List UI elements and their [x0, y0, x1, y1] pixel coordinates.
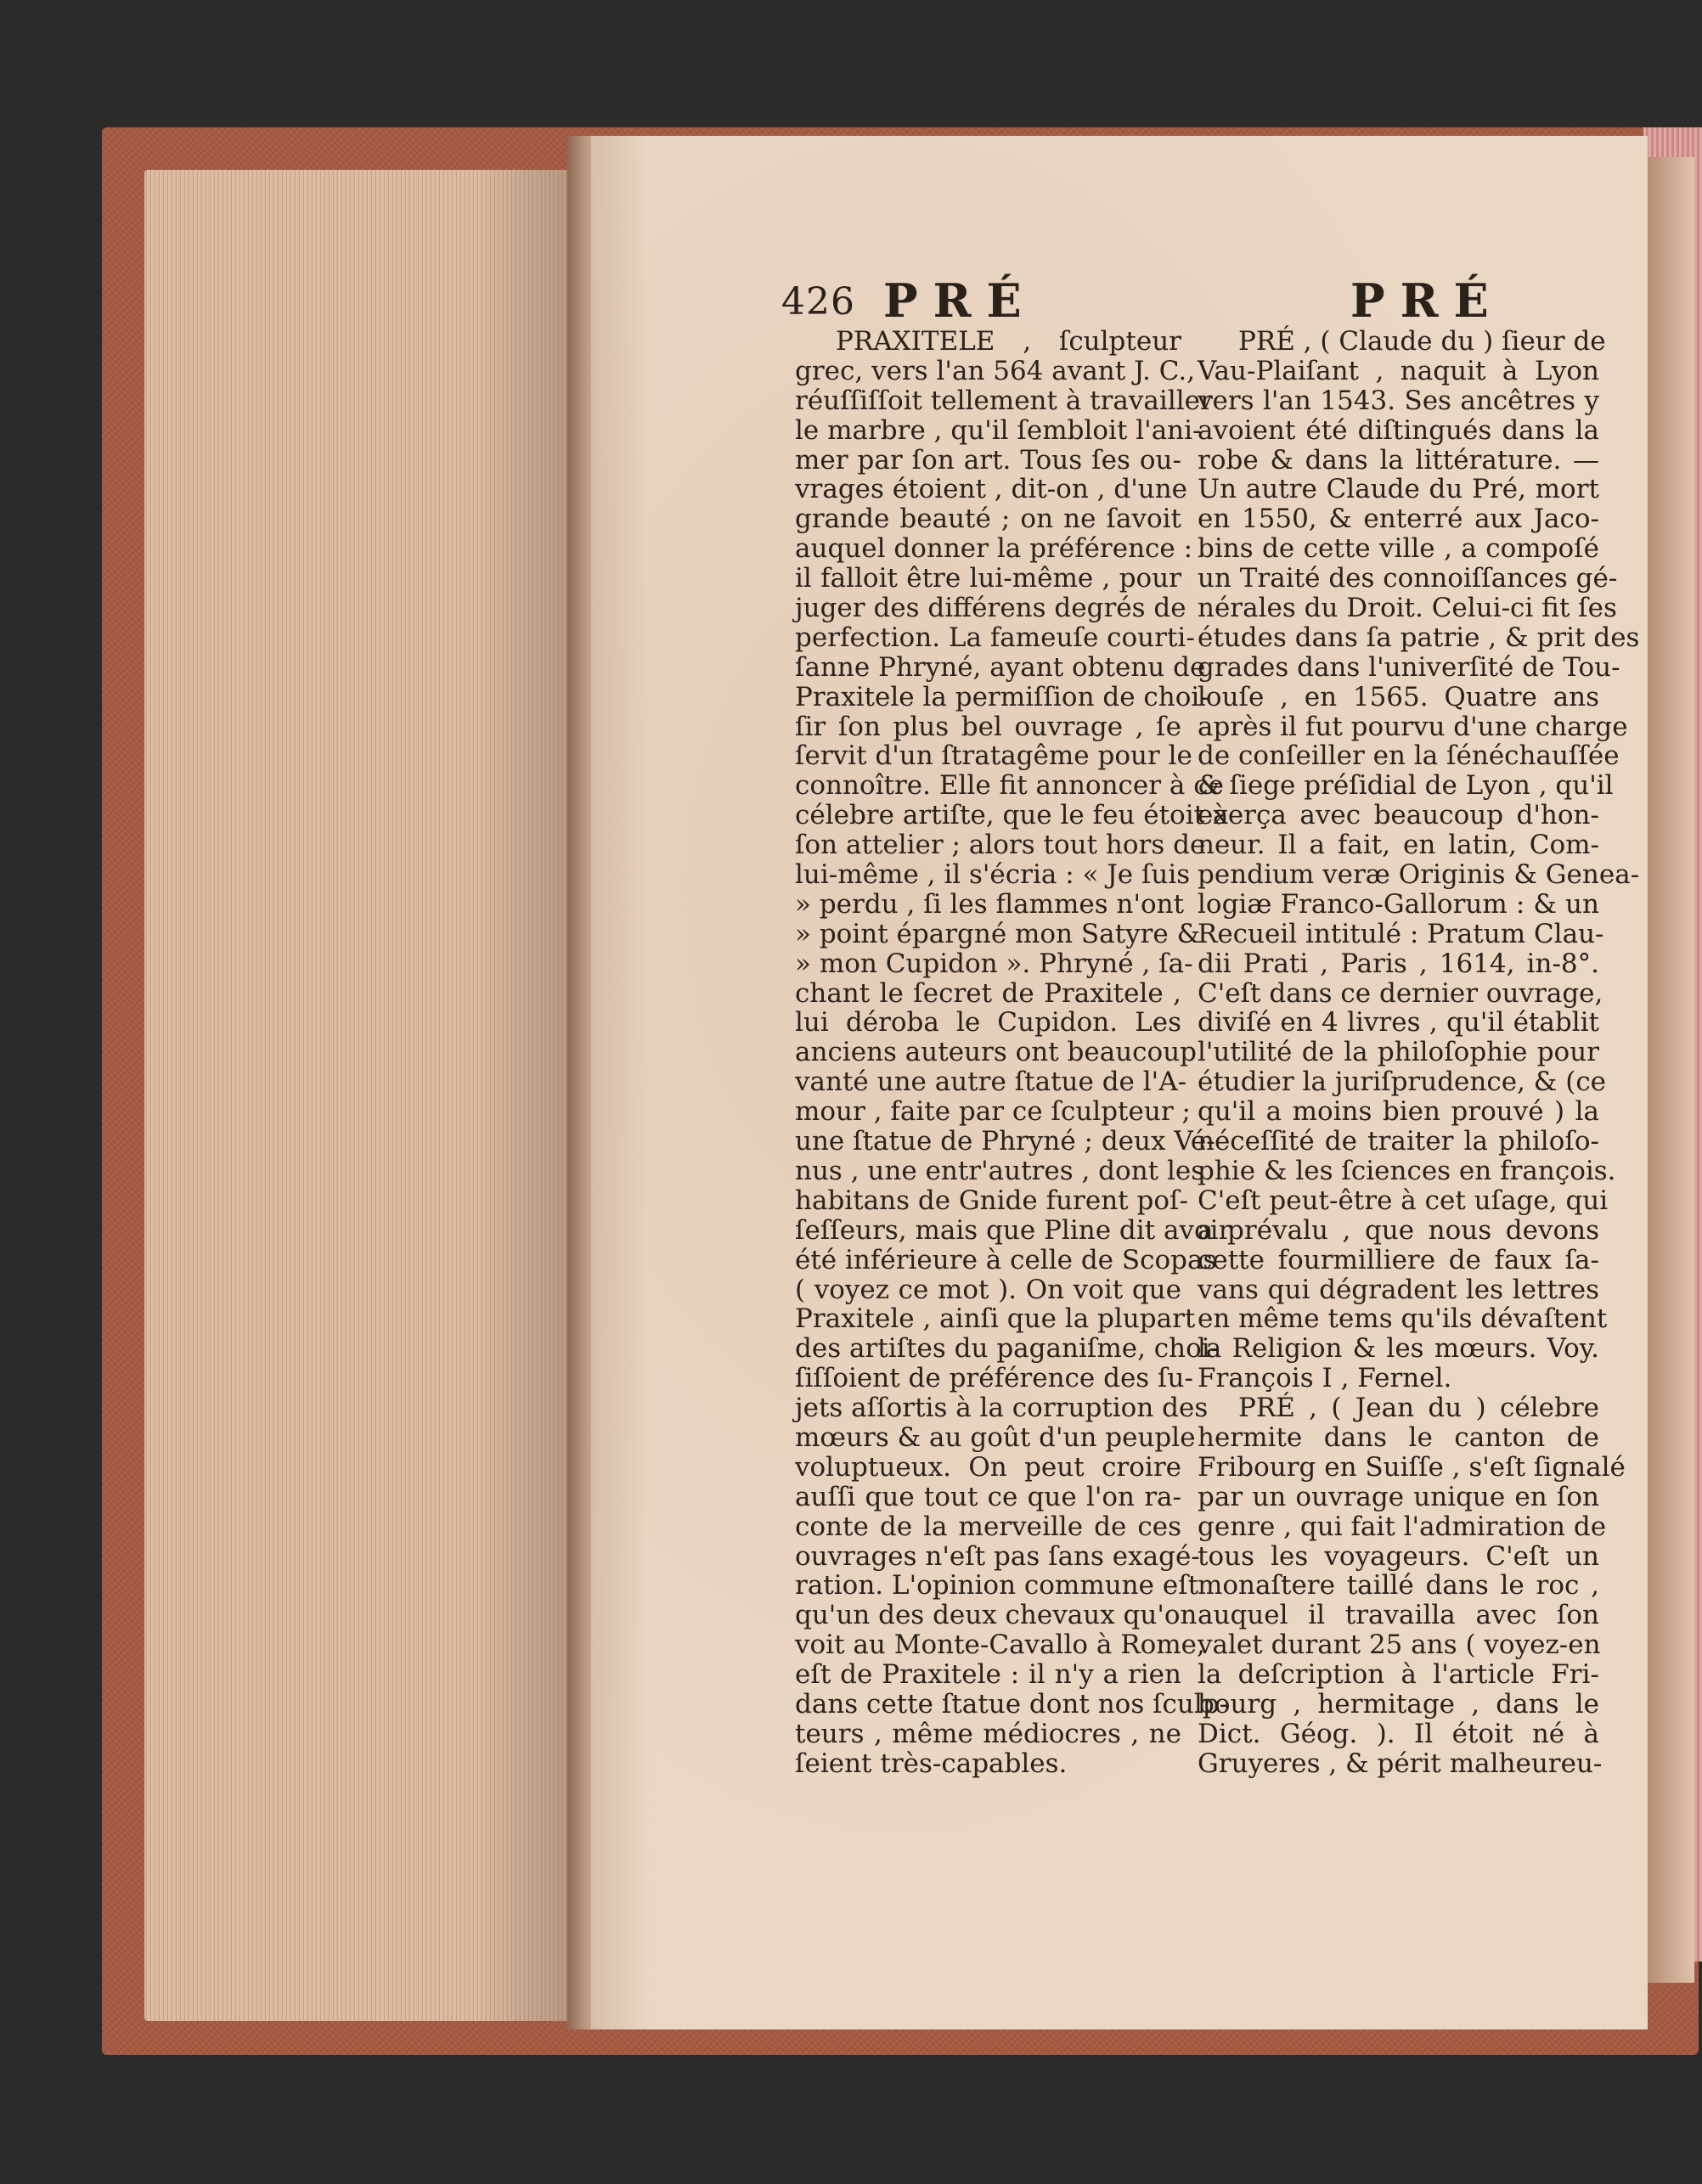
text-line: qu'un des deux chevaux qu'on: [795, 1600, 1198, 1631]
text-line: C'eſt dans ce dernier ouvrage,: [1198, 977, 1603, 1009]
text-line: vers l'an 1543. Ses ancêtres y: [1198, 385, 1599, 416]
running-head-left: PRÉ: [883, 273, 1037, 328]
text-line: voluptueux. On peut croire: [795, 1451, 1181, 1483]
text-line: ſeient très-capables.: [795, 1748, 1068, 1779]
text-line: robe & dans la littérature. —: [1198, 444, 1599, 476]
text-line: avoient été diſtingués dans la: [1198, 414, 1599, 446]
text-line: la deſcription à l'article Fri-: [1198, 1659, 1599, 1691]
text-line: ſervit d'un ſtratagême pour le: [795, 740, 1192, 772]
facing-page-edge: [1648, 157, 1694, 1983]
text-line: des artiſtes du paganiſme, choi-: [795, 1333, 1220, 1365]
text-line: grades dans l'univerſité de Tou-: [1198, 651, 1620, 683]
text-line: tous les voyageurs. C'eſt un: [1198, 1540, 1599, 1572]
text-line: ſiſſoient de préférence des ſu-: [795, 1363, 1193, 1394]
text-line: ſir ſon plus bel ouvrage , ſe: [795, 711, 1181, 742]
text-line: chant le ſecret de Praxitele ,: [795, 977, 1181, 1009]
text-line: ſon attelier ; alors tout hors de: [795, 830, 1206, 861]
text-line: voit au Monte-Cavallo à Rome,: [795, 1630, 1205, 1661]
text-line: mer par ſon art. Tous ſes ou-: [795, 444, 1181, 476]
text-line: perfection. La fameuſe courti-: [795, 622, 1195, 653]
text-line: dii Prati , Paris , 1614, in-8°.: [1198, 948, 1599, 979]
text-line: eſt de Praxitele : il n'y a rien: [795, 1659, 1181, 1691]
text-line: neur. Il a fait, en latin, Com-: [1198, 830, 1599, 861]
page-number: 426: [781, 280, 855, 324]
text-line: auſſi que tout ce que l'on ra-: [795, 1481, 1181, 1512]
text-line: jets aſſortis à la corruption des: [795, 1393, 1209, 1424]
text-line: en même tems qu'ils dévaſtent: [1198, 1303, 1608, 1335]
text-line: Recueil intitulé : Pratum Clau-: [1198, 918, 1604, 949]
text-line: en 1550, & enterré aux Jaco-: [1198, 504, 1599, 535]
text-line: habitans de Gnide furent poſ-: [795, 1185, 1188, 1216]
text-line: le marbre , qu'il ſembloit l'ani-: [795, 414, 1202, 446]
text-line: vrages étoient , dit-on , d'une: [795, 474, 1188, 505]
text-line: ( voyez ce mot ). On voit que: [795, 1274, 1181, 1305]
text-line: hermite dans le canton de: [1198, 1421, 1599, 1453]
text-line: il falloit être lui-même , pour: [795, 563, 1181, 594]
text-line: l'utilité de la philoſophie pour: [1198, 1037, 1599, 1068]
text-line: » mon Cupidon ». Phryné , ſa-: [795, 948, 1193, 979]
text-line: été inférieure à celle de Scopas: [795, 1244, 1217, 1275]
text-line: ration. L'opinion commune eſt: [795, 1570, 1199, 1601]
text-line: diviſé en 4 livres , qu'il établit: [1198, 1007, 1599, 1039]
text-line: a prévalu , que nous devons: [1198, 1214, 1599, 1246]
text-line: auquel donner la préférence :: [795, 533, 1193, 565]
text-line: qu'il a moins bien prouvé ) la: [1198, 1096, 1599, 1128]
text-line: » point épargné mon Satyre &: [795, 918, 1201, 949]
text-line: Praxitele la permiſſion de choi-: [795, 681, 1209, 712]
text-line: dans cette ſtatue dont nos ſculp-: [795, 1688, 1229, 1720]
text-line: ouvrages n'eſt pas ſans exagé-: [795, 1540, 1200, 1572]
text-line: François I , Fernel.: [1198, 1363, 1452, 1394]
text-line: mœurs & au goût d'un peuple: [795, 1421, 1196, 1453]
text-line: grande beauté ; on ne ſavoit: [795, 504, 1181, 535]
text-line: Vau-Plaiſant , naquit à Lyon: [1198, 355, 1599, 386]
text-line: un Traité des connoiſſances gé-: [1198, 563, 1618, 594]
text-line: la Religion & les mœurs. Voy.: [1198, 1333, 1599, 1365]
text-line: Un autre Claude du Pré, mort: [1198, 474, 1599, 505]
text-line: monaſtere taillé dans le roc ,: [1198, 1570, 1599, 1601]
right-column: [1198, 326, 1640, 1779]
text-line: célebre artiſte, que le feu étoit à: [795, 800, 1229, 831]
text-line: Gruyeres , & périt malheureu-: [1198, 1748, 1603, 1779]
text-line: Fribourg en Suiſſe , s'eſt ſignalé: [1198, 1451, 1626, 1483]
text-line: de conſeiller en la ſénéchauſſée: [1198, 740, 1620, 772]
text-line: lui déroba le Cupidon. Les: [795, 1007, 1181, 1039]
text-line: nus , une entr'autres , dont les: [795, 1155, 1205, 1186]
text-line: nérales du Droit. Celui-ci fit ſes: [1198, 593, 1617, 624]
text-line: connoître. Elle fit annoncer à ce: [795, 770, 1224, 802]
text-line: bourg , hermitage , dans le: [1198, 1688, 1599, 1720]
text-line: ſanne Phryné, ayant obtenu de: [795, 651, 1206, 683]
text-line: Praxitele , ainſi que la plupart: [795, 1303, 1196, 1335]
text-line: anciens auteurs ont beaucoup: [795, 1037, 1198, 1068]
text-line: après il fut pourvu d'une charge: [1198, 711, 1628, 742]
text-line: valet durant 25 ans ( voyez-en: [1198, 1630, 1601, 1661]
text-line: études dans ſa patrie , & prit des: [1198, 622, 1640, 653]
text-line: auquel il travailla avec ſon: [1198, 1600, 1599, 1631]
text-line: » perdu , ſi les flammes n'ont: [795, 888, 1185, 920]
text-line: louſe , en 1565. Quatre ans: [1198, 681, 1599, 712]
text-line: vanté une autre ſtatue de l'A-: [795, 1067, 1187, 1098]
text-line: C'eſt peut-être à cet uſage, qui: [1198, 1185, 1609, 1216]
text-line: Dict. Géog. ). Il étoit né à: [1198, 1718, 1599, 1749]
text-line: vans qui dégradent les lettres: [1198, 1274, 1599, 1305]
text-line: PRÉ , ( Jean du ) célebre: [1238, 1393, 1599, 1424]
text-line: genre , qui fait l'admiration de: [1198, 1511, 1607, 1542]
text-line: réuſſiſſoit tellement à travailler: [795, 385, 1213, 416]
left-column: [795, 326, 1231, 1779]
text-line: PRÉ , ( Claude du ) ſieur de: [1238, 326, 1606, 357]
text-line: phie & les ſciences en françois.: [1198, 1155, 1616, 1186]
text-line: teurs , même médiocres , ne: [795, 1718, 1181, 1749]
page-stack-shadow: [476, 170, 578, 2021]
text-line: mour , faite par ce ſculpteur ;: [795, 1096, 1191, 1128]
text-line: PRAXITELE , ſculpteur: [836, 326, 1181, 357]
text-line: exerça avec beaucoup d'hon-: [1198, 800, 1599, 831]
running-head-right: PRÉ: [1350, 273, 1504, 328]
text-line: grec, vers l'an 564 avant J. C.,: [795, 355, 1196, 386]
text-line: logiæ Franco-Gallorum : & un: [1198, 888, 1599, 920]
text-line: étudier la juriſprudence, & (ce: [1198, 1067, 1607, 1098]
text-line: par un ouvrage unique en ſon: [1198, 1481, 1599, 1512]
text-line: & ſiege préſidial de Lyon , qu'il: [1198, 770, 1614, 802]
text-line: cette fourmilliere de faux ſa-: [1198, 1244, 1599, 1275]
text-line: pendium veræ Originis & Genea-: [1198, 859, 1640, 891]
text-line: juger des différens degrés de: [795, 593, 1186, 624]
text-line: néceſſité de traiter la philoſo-: [1198, 1126, 1599, 1157]
text-line: conte de la merveille de ces: [795, 1511, 1181, 1542]
text-line: bins de cette ville , a compoſé: [1198, 533, 1599, 565]
text-line: lui-même , il s'écria : « Je ſuis: [795, 859, 1191, 891]
text-line: ſeſſeurs, mais que Pline dit avoir: [795, 1214, 1231, 1246]
page-gutter: [567, 136, 591, 2029]
text-line: une ſtatue de Phryné ; deux Vé-: [795, 1126, 1215, 1157]
